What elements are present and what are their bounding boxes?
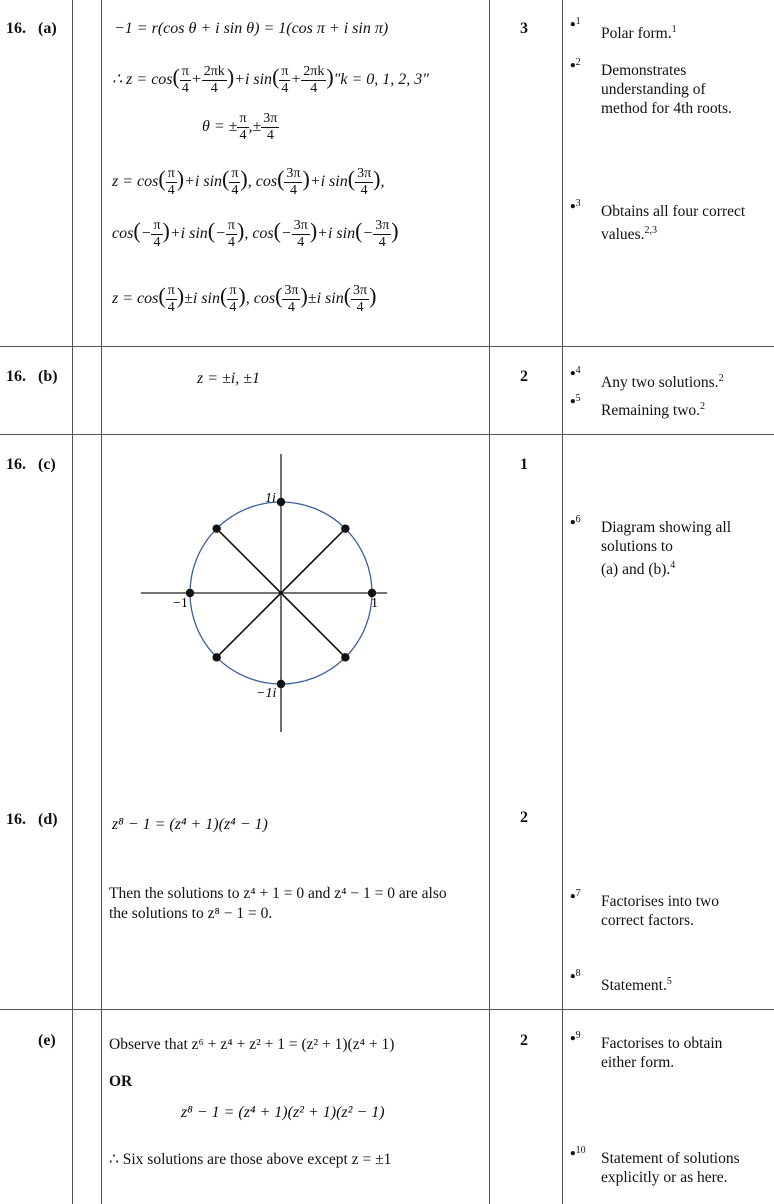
root-spoke (217, 529, 281, 593)
note-5: Remaining two.$^2$ (601, 401, 706, 420)
d-statement-2: the solutions to z⁸ − 1 = 0. (109, 905, 273, 922)
e-or: OR (109, 1073, 133, 1090)
note-7: Factorises into two correct factors. (601, 893, 719, 929)
part-a-label: (a) (38, 20, 57, 37)
note-9-bullet: •$^9$ (570, 1030, 581, 1048)
a-polar-line: −1 = r(cos θ + i sin θ) = 1(cos π + i sin π) (114, 20, 389, 37)
part-c-number: 16. (6, 456, 26, 473)
part-a-number: 16. (6, 20, 26, 37)
note-3-bullet: •$^3$ (570, 198, 581, 216)
part-d-label: (d) (38, 811, 58, 828)
note-4-bullet: •$^4$ (570, 365, 581, 383)
a-z1-prefix: z = cos (112, 173, 159, 191)
a-z-values-line2: cos(− $\frac{\pi}{4}$ )+i sin(− $\frac{\pi}{4}$ ), cos(− $\frac{3\pi}{4}$ )+i sin(− $\frac{3\pi}{4}$ ) (112, 218, 399, 250)
note-6: Diagram showing all solutions to (a) and (b).$^4$ (601, 519, 732, 579)
root-point (212, 524, 220, 532)
row-divider-3 (0, 1009, 774, 1010)
e-conclusion: ∴ Six solutions are those above except z = ±1 (109, 1151, 392, 1168)
part-d-marks: 2 (520, 809, 528, 826)
part-b-label: (b) (38, 368, 58, 385)
row-divider-2 (0, 434, 774, 435)
a-theta-prefix: θ = ± (202, 118, 238, 136)
note-1: Polar form.$^1$ (601, 24, 677, 43)
e-alt-factorisation: z⁸ − 1 = (z⁴ + 1)(z² + 1)(z² − 1) (181, 1104, 385, 1121)
part-e-label: (e) (38, 1032, 56, 1049)
a-final-answer: z = cos( $\frac{\pi}{4}$ )±i sin( $\frac{\pi}{4}$ ), cos( $\frac{3\pi}{4}$ )±i sin( $\frac{3\pi}{4}$ ) (112, 283, 377, 315)
d-factorisation: z⁸ − 1 = (z⁴ + 1)(z⁴ − 1) (112, 816, 268, 833)
a-general-root-line: ∴ z = cos( $\frac{\pi}{4}$ + $\frac{2\pi k}{4}$ )+i sin( $\frac{\pi}{4}$ + $\frac{2\pi k}{4}$ )"k = 0, 1, 2, 3" (112, 64, 430, 96)
part-c-marks: 1 (520, 456, 528, 473)
b-solutions: z = ±i, ±1 (197, 370, 261, 387)
root-spoke (281, 593, 345, 657)
d-statement-1: Then the solutions to z⁴ + 1 = 0 and z⁴ − 1 = 0 are also (109, 885, 447, 902)
col-divider-3 (489, 0, 490, 1204)
part-c-label: (c) (38, 456, 56, 473)
root-point (212, 653, 220, 661)
note-2-bullet: •$^2$ (570, 57, 581, 75)
note-9: Factorises to obtain either form. (601, 1035, 723, 1071)
root-point (277, 680, 285, 688)
part-b-marks: 2 (520, 368, 528, 385)
col-divider-4 (562, 0, 563, 1204)
argand-diagram (138, 450, 428, 740)
a-k-values: "k = 0, 1, 2, 3" (333, 71, 430, 89)
label-bottom: −1i (256, 686, 277, 701)
note-5-bullet: •$^5$ (570, 393, 581, 411)
label-top: 1i (265, 491, 276, 506)
e-observe-line: Observe that z⁶ + z⁴ + z² + 1 = (z² + 1)(z⁴ + 1) (109, 1036, 395, 1053)
note-7-bullet: •$^7$ (570, 888, 581, 906)
root-point (341, 653, 349, 661)
part-a-marks: 3 (520, 20, 528, 37)
root-point (341, 524, 349, 532)
note-4: Any two solutions.$^2$ (601, 373, 724, 392)
part-d-number: 16. (6, 811, 26, 828)
label-left: −1 (173, 596, 188, 611)
note-1-bullet: •$^1$ (570, 16, 581, 34)
label-right: 1 (371, 596, 378, 611)
root-spoke (217, 593, 281, 657)
note-3: Obtains all four correct values.$^{2,3}$ (601, 203, 746, 244)
note-10: Statement of solutions explicitly or as here. (601, 1150, 740, 1186)
part-e-marks: 2 (520, 1032, 528, 1049)
note-10-bullet: •$^{10}$ (570, 1145, 586, 1163)
note-2: Demonstrates understanding of method for 4th roots. (601, 62, 732, 117)
a-general-prefix: ∴ z = cos (112, 71, 173, 89)
note-8: Statement.$^5$ (601, 976, 672, 995)
note-8-bullet: •$^8$ (570, 968, 581, 986)
part-b-number: 16. (6, 368, 26, 385)
root-spoke (281, 529, 345, 593)
note-6-bullet: •$^6$ (570, 514, 581, 532)
a-theta-line: θ = ± $\frac{\pi}{4}$ ,± $\frac{3\pi}{4}$ (202, 111, 278, 143)
root-point (277, 498, 285, 506)
a-final-prefix: z = cos (112, 290, 159, 308)
a-z-values-line1: z = cos( $\frac{\pi}{4}$ )+i sin( $\frac{\pi}{4}$ ), cos( $\frac{3\pi}{4}$ )+i sin( $\frac{3\pi}{4}$ ), (112, 166, 385, 198)
row-divider-1 (0, 346, 774, 347)
col-divider-1 (72, 0, 73, 1204)
col-divider-2 (101, 0, 102, 1204)
